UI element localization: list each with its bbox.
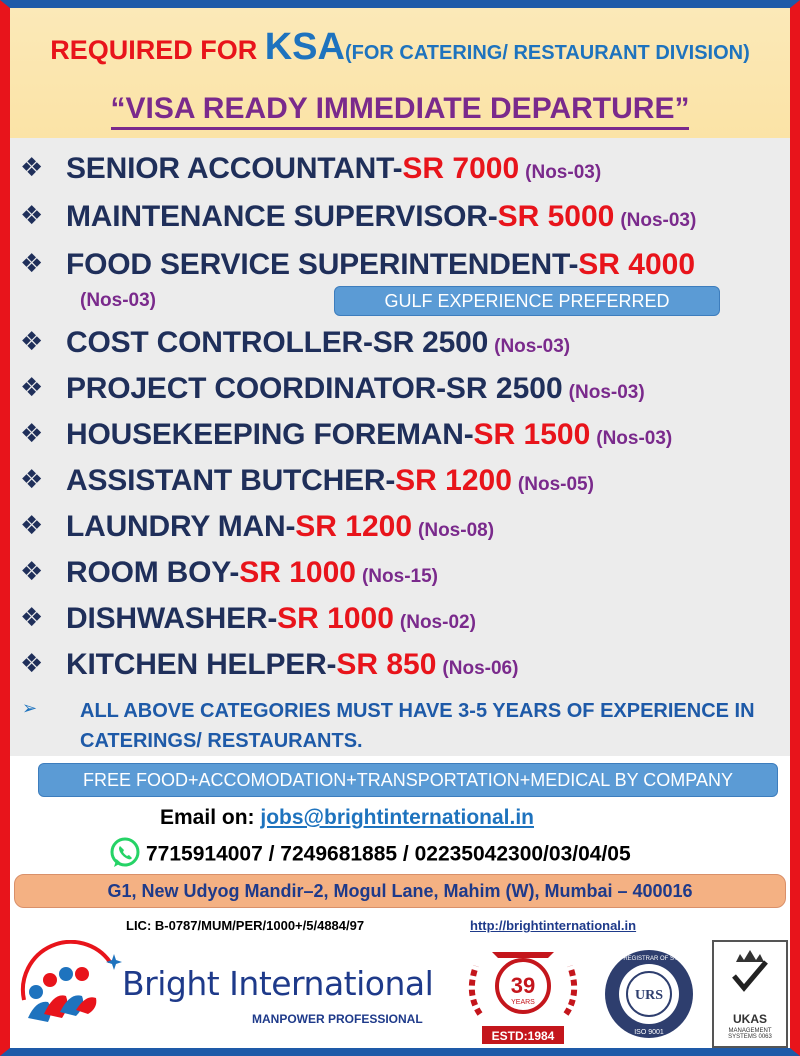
39-years-badge-icon — [462, 944, 584, 1048]
header — [10, 8, 790, 138]
phone-line — [108, 838, 631, 872]
phone-numbers: 7715914007 / 7249681885 / 02235042300/03/04/05 — [146, 842, 631, 866]
job-item: ❖ KITCHEN HELPER-SR 850 (Nos-06) — [20, 648, 519, 681]
urs-certification-icon — [594, 940, 704, 1048]
whatsapp-icon — [108, 836, 142, 870]
job-item: ❖ MAINTENANCE SUPERVISOR-SR 5000 (Nos-03) — [20, 200, 697, 233]
arrow-bullet-icon: ➢ — [22, 698, 38, 718]
job-item: ❖ FOOD SERVICE SUPERINTENDENT-SR 4000 — [20, 248, 696, 281]
ukas-sublabel: MANAGEMENT SYSTEMS 0063 — [728, 1028, 772, 1040]
license-number: LIC: B-0787/MUM/PER/1000+/5/4884/97 — [126, 918, 365, 933]
diamond-bullet-icon: ❖ — [20, 418, 44, 448]
diamond-bullet-icon: ❖ — [20, 464, 44, 494]
diamond-bullet-icon: ❖ — [20, 248, 44, 278]
svg-text:URS: URS — [634, 988, 664, 1003]
svg-text:ISO 9001: ISO 9001 — [634, 1029, 664, 1036]
address-banner: G1, New Udyog Mandir–2, Mogul Lane, Mahim (W), Mumbai – 400016 — [14, 874, 786, 908]
svg-text:39: 39 — [510, 973, 536, 998]
svg-text:YEARS: YEARS — [511, 999, 535, 1006]
crown-tick-icon — [714, 942, 786, 1008]
job-item: ❖ ROOM BOY-SR 1000 (Nos-15) — [20, 556, 438, 589]
job-item: ❖ HOUSEKEEPING FOREMAN-SR 1500 (Nos-03) — [20, 418, 673, 451]
email-label: Email on: — [160, 806, 261, 829]
diamond-bullet-icon: ❖ — [20, 510, 44, 540]
diamond-bullet-icon: ❖ — [20, 152, 44, 182]
benefits-banner: FREE FOOD+ACCOMODATION+TRANSPORTATION+MEDICAL BY COMPANY — [38, 763, 778, 797]
company-name: Bright International — [122, 964, 434, 1003]
required-for-text: REQUIRED FOR — [50, 35, 265, 65]
svg-text:UNITED REGISTRAR OF SYSTEMS: UNITED REGISTRAR OF SYSTEMS — [599, 956, 699, 962]
job-item: ❖ DISHWASHER-SR 1000 (Nos-02) — [20, 602, 476, 635]
tagline: “VISA READY IMMEDIATE DEPARTURE” — [10, 92, 790, 126]
diamond-bullet-icon: ❖ — [20, 602, 44, 632]
website-link[interactable]: http://brightinternational.in — [470, 918, 637, 933]
headline — [10, 26, 790, 69]
job-item: ❖ COST CONTROLLER-SR 2500 (Nos-03) — [20, 326, 571, 359]
job-item: ❖ ASSISTANT BUTCHER-SR 1200 (Nos-05) — [20, 464, 594, 497]
email-link[interactable]: jobs@brightinternational.in — [260, 806, 534, 829]
job-item: ❖ PROJECT COORDINATOR-SR 2500 (Nos-03) — [20, 372, 645, 405]
country-text: KSA — [264, 26, 345, 68]
diamond-bullet-icon: ❖ — [20, 326, 44, 356]
ukas-label: UKAS — [732, 1012, 767, 1026]
division-text: (FOR CATERING/ RESTAURANT DIVISION) — [344, 42, 750, 64]
people-logo-icon — [14, 940, 124, 1048]
gulf-experience-banner: GULF EXPERIENCE PREFERRED — [334, 286, 720, 316]
job-item: ❖ SENIOR ACCOUNTANT-SR 7000 (Nos-03) — [20, 152, 602, 185]
diamond-bullet-icon: ❖ — [20, 556, 44, 586]
ukas-certification — [712, 940, 788, 1048]
email-line — [160, 806, 534, 830]
company-subtitle: MANPOWER PROFESSIONAL — [252, 1012, 423, 1026]
svg-text:ESTD:1984: ESTD:1984 — [491, 1029, 555, 1043]
job-item: ❖ LAUNDRY MAN-SR 1200 (Nos-08) — [20, 510, 495, 543]
experience-note-text: ALL ABOVE CATEGORIES MUST HAVE 3-5 YEARS OF EXPERIENCE IN CATERINGS/ RESTAURANTS. — [80, 700, 755, 752]
diamond-bullet-icon: ❖ — [20, 372, 44, 402]
job-quantity: (Nos-03) — [80, 290, 157, 311]
company-logo — [14, 940, 454, 1048]
diamond-bullet-icon: ❖ — [20, 648, 44, 678]
diamond-bullet-icon: ❖ — [20, 200, 44, 230]
